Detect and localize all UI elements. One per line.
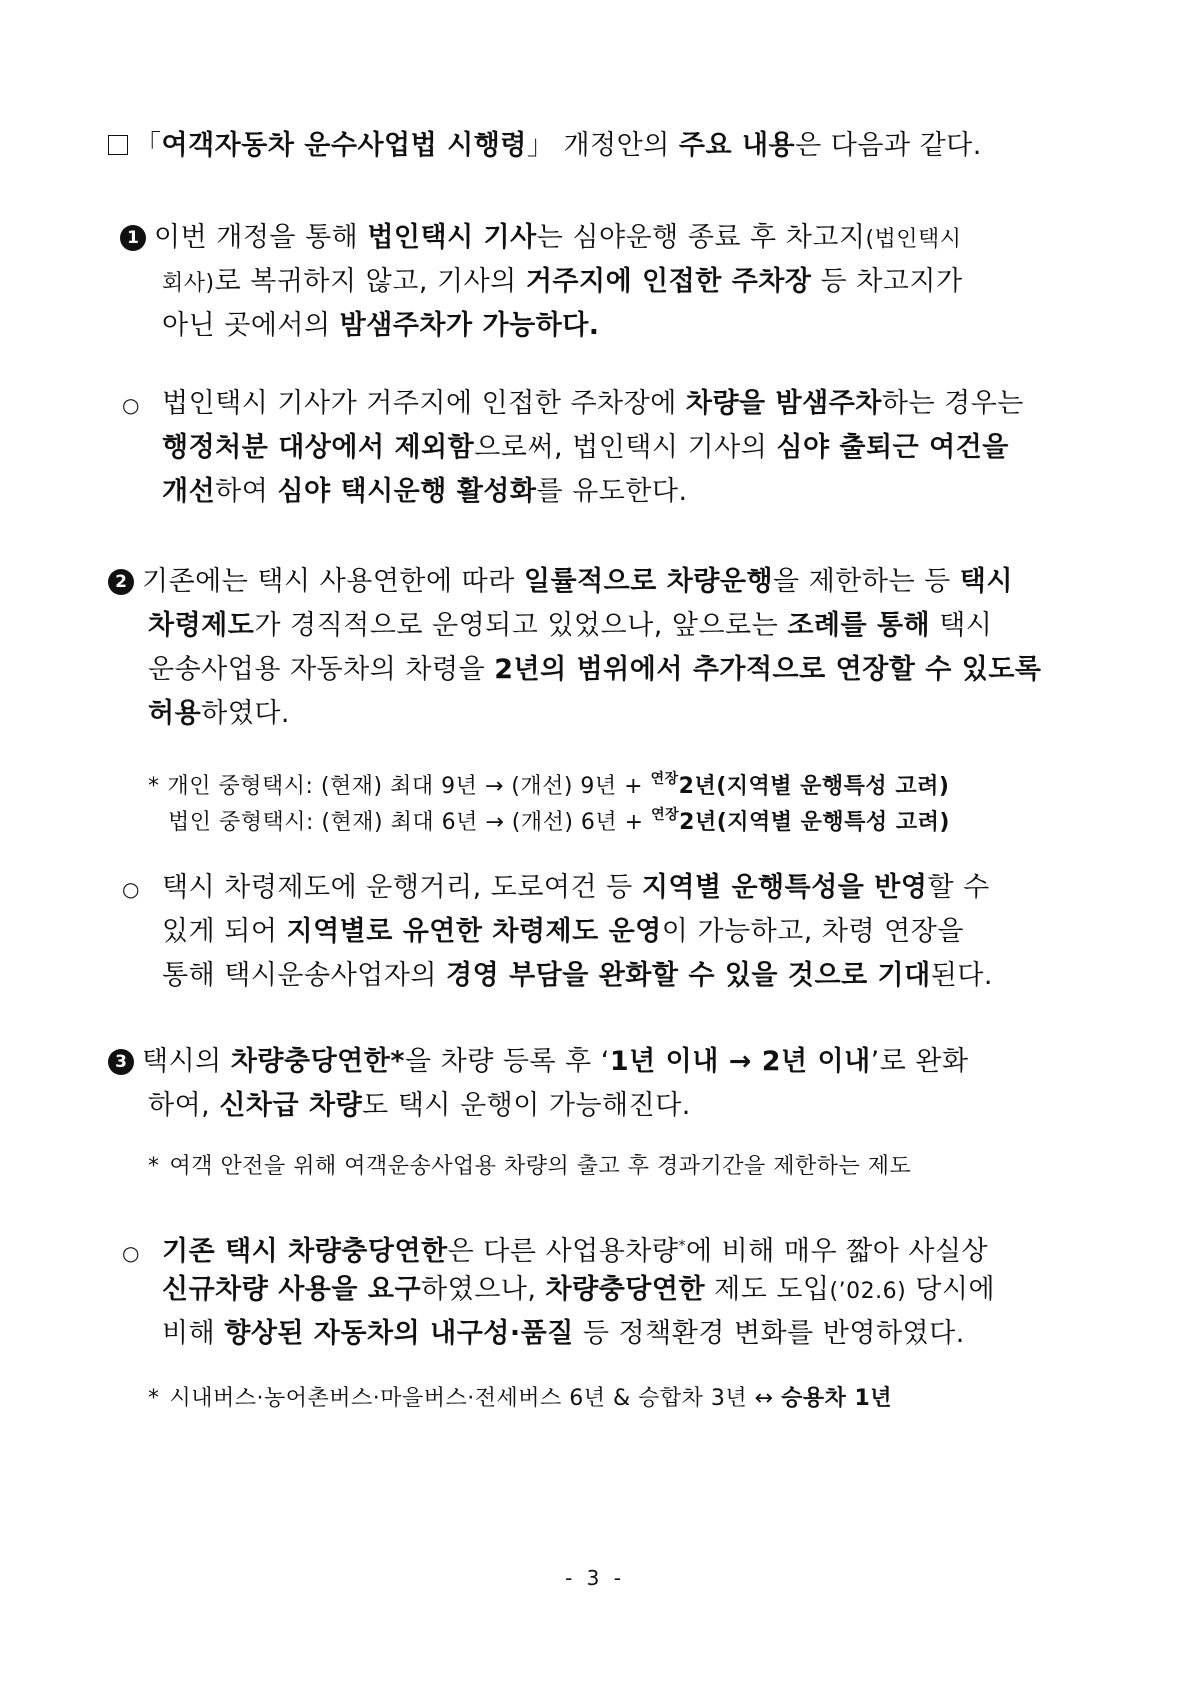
text: 통해 택시운송사업자의 (162, 960, 446, 991)
number-2-icon: 2 (108, 569, 134, 595)
text: 당시에 (906, 1274, 996, 1305)
item2-line4 (148, 696, 290, 732)
bold-text: 조례를 통해 (787, 610, 931, 641)
text: 을 제한하는 등 (773, 566, 960, 597)
bold-text: 2년(지역별 운행특성 고려) (679, 810, 950, 835)
bold-text: 거주지에 인접한 주차장 (525, 266, 812, 297)
sub1-line1 (122, 386, 1024, 423)
circle-bullet-icon: ○ (122, 1241, 140, 1265)
bold-text: 경영 부담을 완화할 수 있을 것으로 기대 (446, 960, 931, 991)
intro-after: 은 다음과 같다. (795, 130, 982, 161)
text: 이번 개정을 통해 (154, 222, 368, 253)
text: 택시 (930, 610, 993, 641)
intro-mid: 」 개정안의 (526, 130, 679, 161)
text: 는 심야운행 종료 후 차고지 (536, 222, 866, 253)
checkbox-square-icon (108, 135, 128, 155)
note2-line1 (148, 764, 949, 802)
note3-line (148, 1152, 911, 1182)
superscript: * (678, 1238, 686, 1254)
bold-text: 심야 택시운행 활성화 (277, 476, 537, 507)
text: 하여 (215, 476, 278, 507)
text: 비해 (162, 1318, 225, 1349)
bold-text: 행정처분 대상에서 제외함 (162, 432, 475, 463)
note4-line (148, 1384, 892, 1414)
sub3-line3 (162, 1316, 965, 1352)
bold-text: 차령제도 (148, 610, 255, 641)
text: 하였다. (201, 698, 291, 729)
bold-text: 차량충당연한* (230, 1046, 405, 1077)
text: 할 수 (927, 872, 990, 903)
note2-line2 (168, 800, 950, 838)
superscript: 연장 (651, 807, 680, 823)
asterisk: * (148, 1154, 160, 1179)
text: 택시의 (142, 1046, 231, 1077)
text: 도 택시 운행이 가능해진다. (362, 1090, 691, 1121)
bold-text: 지역별 운행특성을 반영 (641, 872, 928, 903)
law-title: 여객자동차 운수사업법 시행령 (161, 130, 527, 161)
text: 을 차량 등록 후 ‘ (404, 1046, 610, 1077)
text: 기존에는 택시 사용연한에 따라 (142, 566, 524, 597)
text: 를 유도한다. (536, 476, 688, 507)
page-number: - 3 - (565, 1566, 625, 1590)
number-3-icon: 3 (108, 1049, 134, 1075)
item3-line2 (148, 1088, 691, 1124)
text: 개인 중형택시: (현재) 최대 9년 → (개선) 9년 + (167, 774, 651, 799)
text: 시내버스·농어촌버스·마을버스·전세버스 6년 & 승합차 3년 ↔ (169, 1386, 782, 1411)
bold-text: 개선 (162, 476, 216, 507)
item3-line1 (108, 1044, 969, 1080)
bold-text: 차량충당연한 (545, 1274, 706, 1305)
text: 제도 도입 (705, 1274, 830, 1305)
sub1-line3 (162, 474, 688, 510)
sub2-line2 (162, 914, 964, 950)
circle-bullet-icon: ○ (122, 877, 140, 901)
text: 법인택시 기사가 거주지에 인접한 주차장에 (162, 388, 686, 419)
circle-bullet-icon: ○ (122, 393, 140, 417)
sub2-line3 (162, 958, 993, 994)
bold-text: 택시 (959, 566, 1013, 597)
bold-text: 2년의 범위에서 추가적으로 연장할 수 있도록 (494, 654, 1042, 685)
item2-line2 (148, 608, 992, 644)
asterisk: * (148, 774, 160, 799)
intro-line (108, 128, 982, 164)
superscript: 연장 (650, 771, 679, 787)
text: 하였으나, (421, 1274, 546, 1305)
intro-bracket-open: 「 (134, 130, 162, 161)
sub1-line2 (162, 430, 1009, 466)
sub3-line2 (162, 1272, 995, 1310)
item1-line3 (162, 308, 600, 344)
bold-text: 1년 이내 → 2년 이내 (609, 1046, 871, 1077)
bold-text: 향상된 자동차의 내구성·품질 (224, 1318, 574, 1349)
bold-text: 지역별로 유연한 차령제도 운영 (286, 916, 662, 947)
bold-text: 2년(지역별 운행특성 고려) (678, 774, 950, 799)
bold-text: 법인택시 기사 (367, 222, 537, 253)
text: 아닌 곳에서의 (162, 310, 340, 341)
bold-text: 신규차량 사용을 요구 (162, 1274, 422, 1305)
bold-text: 차량을 밤샘주차 (685, 388, 882, 419)
text: 은 다른 사업용차량 (447, 1236, 679, 1267)
text: 등 차고지가 (811, 266, 963, 297)
number-1-icon: 1 (120, 225, 146, 251)
item1-line2 (162, 264, 963, 302)
item1-line1 (120, 220, 962, 258)
bold-text: 승용차 1년 (781, 1386, 893, 1411)
small-text: (’02.6) (829, 1279, 907, 1304)
text: 에 비해 매우 짧아 사실상 (685, 1236, 989, 1267)
sub3-line1 (122, 1228, 988, 1271)
bold-text: 심야 출퇴근 여건을 (776, 432, 1009, 463)
text: 하는 경우는 (881, 388, 1024, 419)
text: 하여, (148, 1090, 220, 1121)
text: 으로써, 법인택시 기사의 (474, 432, 777, 463)
text: ’로 완화 (870, 1046, 969, 1077)
text: 이 가능하고, 차령 연장을 (661, 916, 964, 947)
bold-text: 허용 (148, 698, 202, 729)
item2-line3 (148, 652, 1042, 688)
text: 로 복귀하지 않고, 기사의 (214, 266, 526, 297)
small-text: 회사) (162, 271, 215, 296)
asterisk: * (148, 1386, 160, 1411)
small-text: (법인택시 (865, 227, 962, 252)
bold-text: 기존 택시 차량충당연한 (162, 1236, 448, 1267)
text: 택시 차령제도에 운행거리, 도로여건 등 (162, 872, 642, 903)
text: 법인 중형택시: (현재) 최대 6년 → (개선) 6년 + (168, 810, 652, 835)
text: 등 정책환경 변화를 반영하였다. (573, 1318, 965, 1349)
text: 여객 안전을 위해 여객운송사업용 차량의 출고 후 경과기간을 제한하는 제도 (169, 1154, 912, 1179)
bold-text: 신차급 차량 (219, 1090, 363, 1121)
text: 있게 되어 (162, 916, 287, 947)
sub2-line1 (122, 870, 990, 907)
text: 가 경직적으로 운영되고 있었으나, 앞으로는 (254, 610, 788, 641)
bold-text: 밤샘주차가 가능하다. (339, 310, 600, 341)
bold-text: 일률적으로 차량운행 (523, 566, 774, 597)
text: 된다. (930, 960, 993, 991)
item2-line1 (108, 564, 1013, 600)
text: 운송사업용 자동차의 차령을 (148, 654, 495, 685)
intro-bold: 주요 내용 (678, 130, 796, 161)
